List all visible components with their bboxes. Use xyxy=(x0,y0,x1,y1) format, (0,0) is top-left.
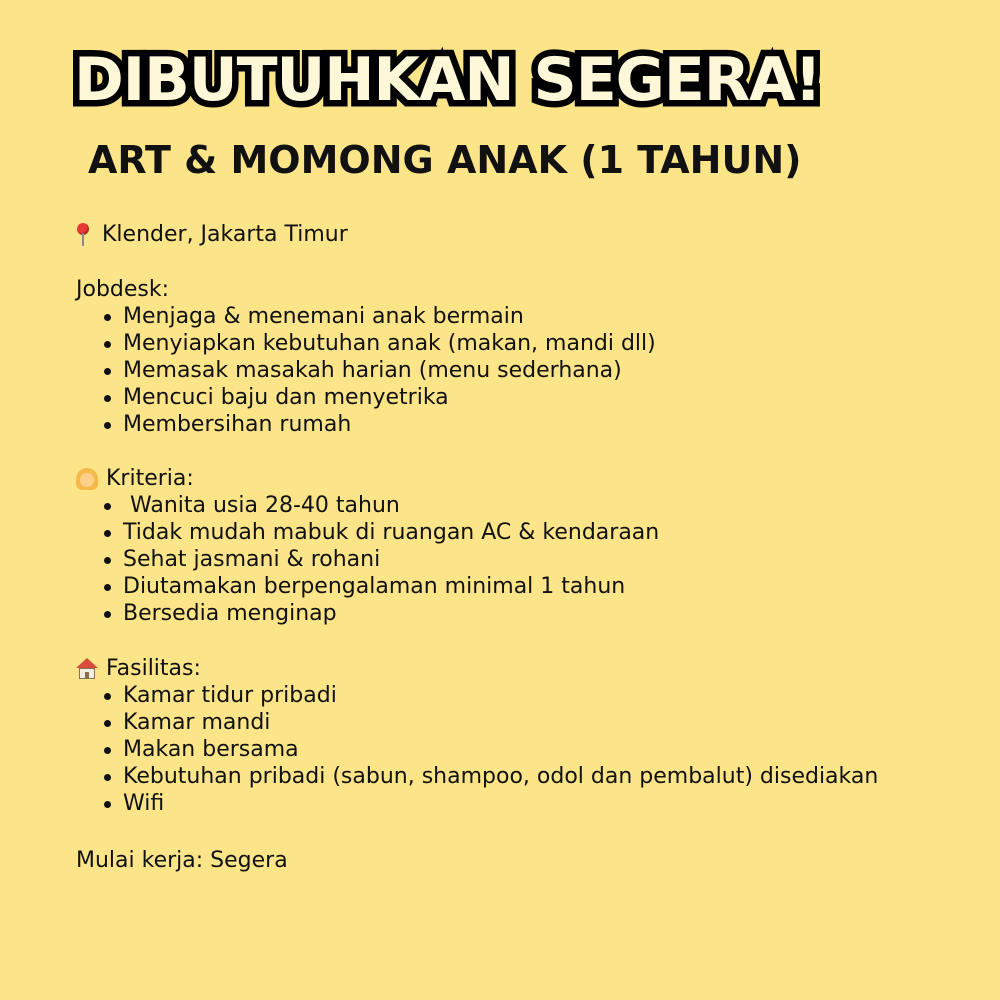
list-item: Mencuci baju dan menyetrika xyxy=(76,384,656,411)
kriteria-title xyxy=(76,465,659,492)
fasilitas-title xyxy=(76,655,878,682)
list-item: Wanita usia 28-40 tahun xyxy=(76,492,659,519)
jobdesk-list xyxy=(76,303,656,438)
fasilitas-list xyxy=(76,682,878,817)
list-item: Makan bersama xyxy=(76,736,878,763)
list-item: Kamar mandi xyxy=(76,709,878,736)
kriteria-list xyxy=(76,492,659,627)
list-item: Kamar tidur pribadi xyxy=(76,682,878,709)
list-item: Menjaga & menemani anak bermain xyxy=(76,303,656,330)
jobdesk-section xyxy=(76,276,656,438)
list-item: Diutamakan berpengalaman minimal 1 tahun xyxy=(76,573,659,600)
subheadline: ART & MOMONG ANAK (1 TAHUN) xyxy=(88,138,802,182)
headline: DIBUTUHKAN SEGERA! xyxy=(74,45,821,115)
location xyxy=(76,219,348,251)
list-item: Wifi xyxy=(76,790,878,817)
list-item: Membersihan rumah xyxy=(76,411,656,438)
jobdesk-title xyxy=(76,276,656,303)
house-icon xyxy=(76,658,98,680)
fasilitas-title-text: Fasilitas: xyxy=(106,656,201,681)
woman-icon xyxy=(76,468,98,490)
kriteria-section xyxy=(76,465,659,627)
jobdesk-title-text: Jobdesk: xyxy=(76,277,170,302)
location-text: Klender, Jakarta Timur xyxy=(102,222,348,247)
list-item: Kebutuhan pribadi (sabun, shampoo, odol dan pembalut) disediakan xyxy=(76,763,878,790)
round-pushpin-icon xyxy=(76,223,90,247)
list-item: Menyiapkan kebutuhan anak (makan, mandi dll) xyxy=(76,330,656,357)
list-item: Memasak masakah harian (menu sederhana) xyxy=(76,357,656,384)
list-item: Tidak mudah mabuk di ruangan AC & kendaraan xyxy=(76,519,659,546)
list-item: Sehat jasmani & rohani xyxy=(76,546,659,573)
list-item: Bersedia menginap xyxy=(76,600,659,627)
fasilitas-section xyxy=(76,655,878,817)
kriteria-title-text: Kriteria: xyxy=(106,466,194,491)
start-date: Mulai kerja: Segera xyxy=(76,848,288,873)
